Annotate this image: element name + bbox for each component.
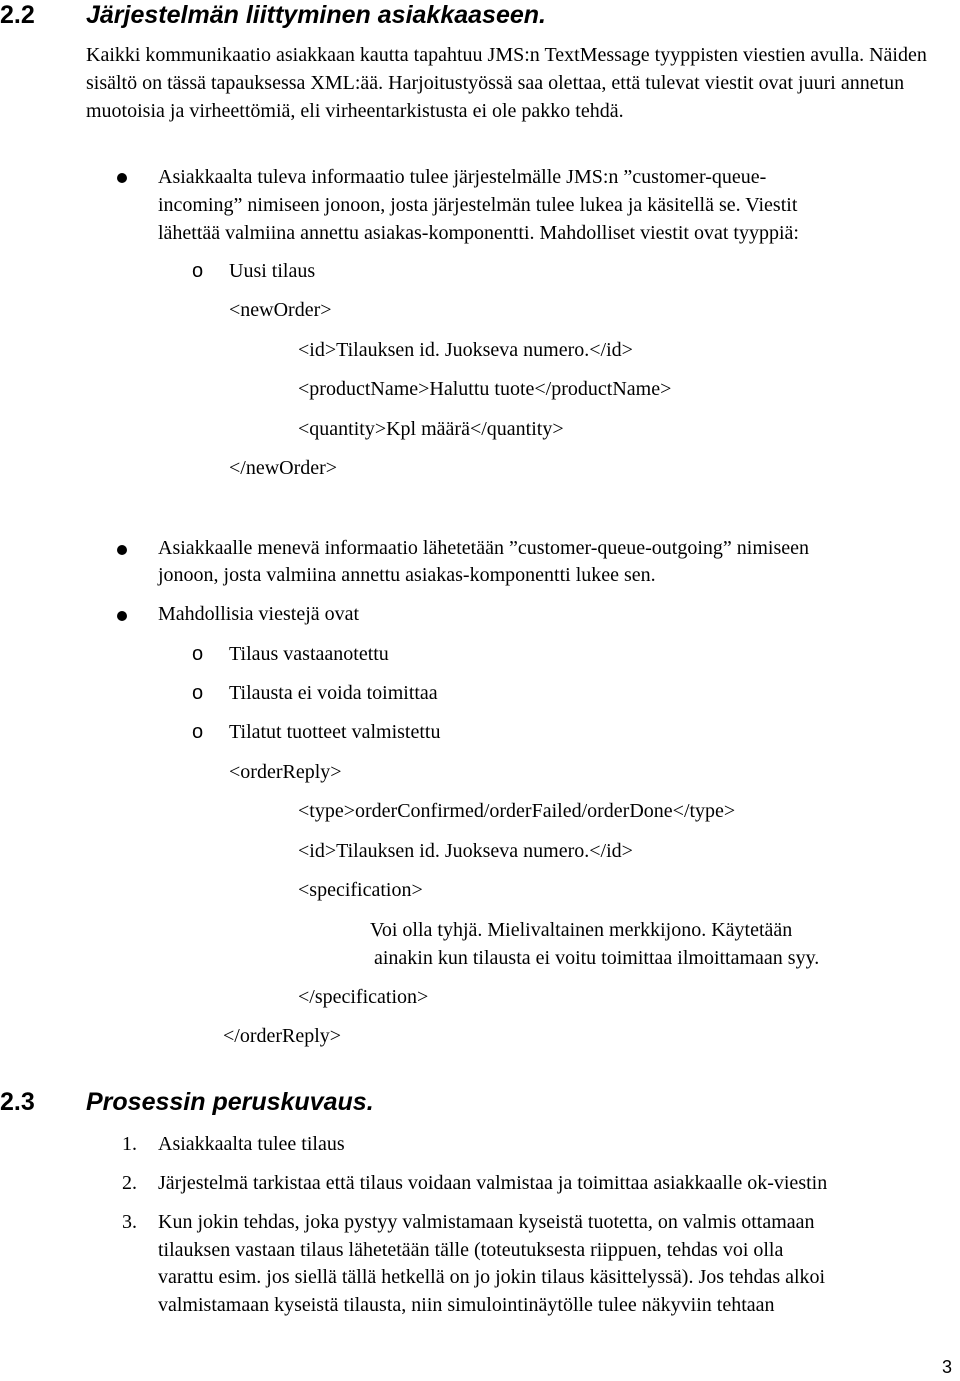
sub-item: Tilausta ei voida toimittaa bbox=[229, 682, 438, 704]
sub-item-new-order: Uusi tilaus bbox=[229, 260, 316, 282]
xml-id-line: <id>Tilauksen id. Juokseva numero.</id> bbox=[298, 840, 633, 862]
list-item-3-line4: valmistamaan kyseistä tilausta, niin simulointinäytölle tulee näkyviin tehtaan bbox=[158, 1294, 775, 1316]
bullet1-line2: incoming” nimiseen jonoon, josta järjestelmän tulee lukea ja käsitellä se. Viestit bbox=[158, 194, 798, 216]
circle-bullet-icon: o bbox=[192, 682, 204, 704]
circle-bullet-icon: o bbox=[192, 260, 204, 282]
bullet-icon bbox=[117, 173, 127, 183]
sub-item: Tilaus vastaanotettu bbox=[229, 643, 389, 665]
section-number: 2.2 bbox=[0, 1, 35, 29]
bullet-icon bbox=[117, 545, 127, 555]
list-item-2: Järjestelmä tarkistaa että tilaus voidaan valmistaa ja toimittaa asiakkaalle ok-viestin bbox=[158, 1172, 828, 1194]
intro-paragraph: Kaikki kommunikaatio asiakkaan kautta tapahtuu JMS:n TextMessage tyyppisten viestien avulla. Näiden sisältö on tässä tapauksessa XML:ää. Harjoitustyössä saa olettaa, että tulevat viestit ovat juuri annetun muotoisia ja virheettömiä, eli virheentarkistusta ei ole pakko tehdä. bbox=[86, 44, 927, 122]
xml-quantity-line: <quantity>Kpl määrä</quantity> bbox=[298, 418, 564, 440]
spec-text-line2: ainakin kun tilausta ei voitu toimittaa ilmoittamaan syy. bbox=[374, 947, 820, 969]
bullet1-line3: lähettää valmiina annettu asiakas-komponentti. Mahdolliset viestit ovat tyyppiä: bbox=[158, 222, 799, 244]
list-item-3-line3: varattu esim. jos siellä tällä hetkellä on jo jokin tilaus käsittelyssä). Jos tehdas alkoi bbox=[158, 1266, 826, 1288]
list-number: 2. bbox=[122, 1172, 137, 1194]
list-item-3-line2: tilauksen vastaan tilaus lähetetään tälle (toteutuksesta riippuen, tehdas voi olla bbox=[158, 1239, 784, 1261]
spec-text-line1: Voi olla tyhjä. Mielivaltainen merkkijono. Käytetään bbox=[370, 919, 793, 941]
bullet1-line1: Asiakkaalta tuleva informaatio tulee järjestelmälle JMS:n ”customer-queue- bbox=[158, 166, 767, 188]
xml-orderreply-open: <orderReply> bbox=[229, 761, 342, 783]
list-number: 1. bbox=[122, 1133, 137, 1155]
xml-neworder-open: <newOrder> bbox=[229, 299, 332, 321]
xml-specification-open: <specification> bbox=[298, 879, 423, 901]
list-item-3-line1: Kun jokin tehdas, joka pystyy valmistamaan kyseistä tuotetta, on valmis ottamaan bbox=[158, 1211, 815, 1233]
section-heading-2-3 bbox=[0, 1087, 374, 1117]
xml-id-line: <id>Tilauksen id. Juokseva numero.</id> bbox=[298, 339, 633, 361]
bullet2-line1: Asiakkaalle menevä informaatio lähetetään ”customer-queue-outgoing” nimiseen bbox=[158, 537, 810, 559]
bullet3-text: Mahdollisia viestejä ovat bbox=[158, 603, 360, 625]
circle-bullet-icon: o bbox=[192, 721, 204, 743]
list-number: 3. bbox=[122, 1211, 137, 1233]
section-title: Järjestelmän liittyminen asiakkaaseen. bbox=[86, 1, 546, 29]
page-number: 3 bbox=[942, 1357, 953, 1377]
xml-specification-close: </specification> bbox=[298, 986, 429, 1008]
list-item-1: Asiakkaalta tulee tilaus bbox=[158, 1133, 345, 1155]
section-number: 2.3 bbox=[0, 1088, 35, 1116]
sub-item: Tilatut tuotteet valmistettu bbox=[229, 721, 441, 743]
xml-neworder-close: </newOrder> bbox=[229, 457, 338, 479]
xml-type-line: <type>orderConfirmed/orderFailed/orderDone</type> bbox=[298, 800, 736, 822]
bullet2-line2: jonoon, josta valmiina annettu asiakas-komponentti lukee sen. bbox=[158, 564, 656, 586]
section-heading-2-2 bbox=[0, 0, 546, 30]
circle-bullet-icon: o bbox=[192, 643, 204, 665]
xml-orderreply-close: </orderReply> bbox=[223, 1025, 342, 1047]
section-title: Prosessin peruskuvaus. bbox=[86, 1088, 374, 1116]
xml-productname-line: <productName>Haluttu tuote</productName> bbox=[298, 378, 672, 400]
bullet-icon bbox=[117, 611, 127, 621]
